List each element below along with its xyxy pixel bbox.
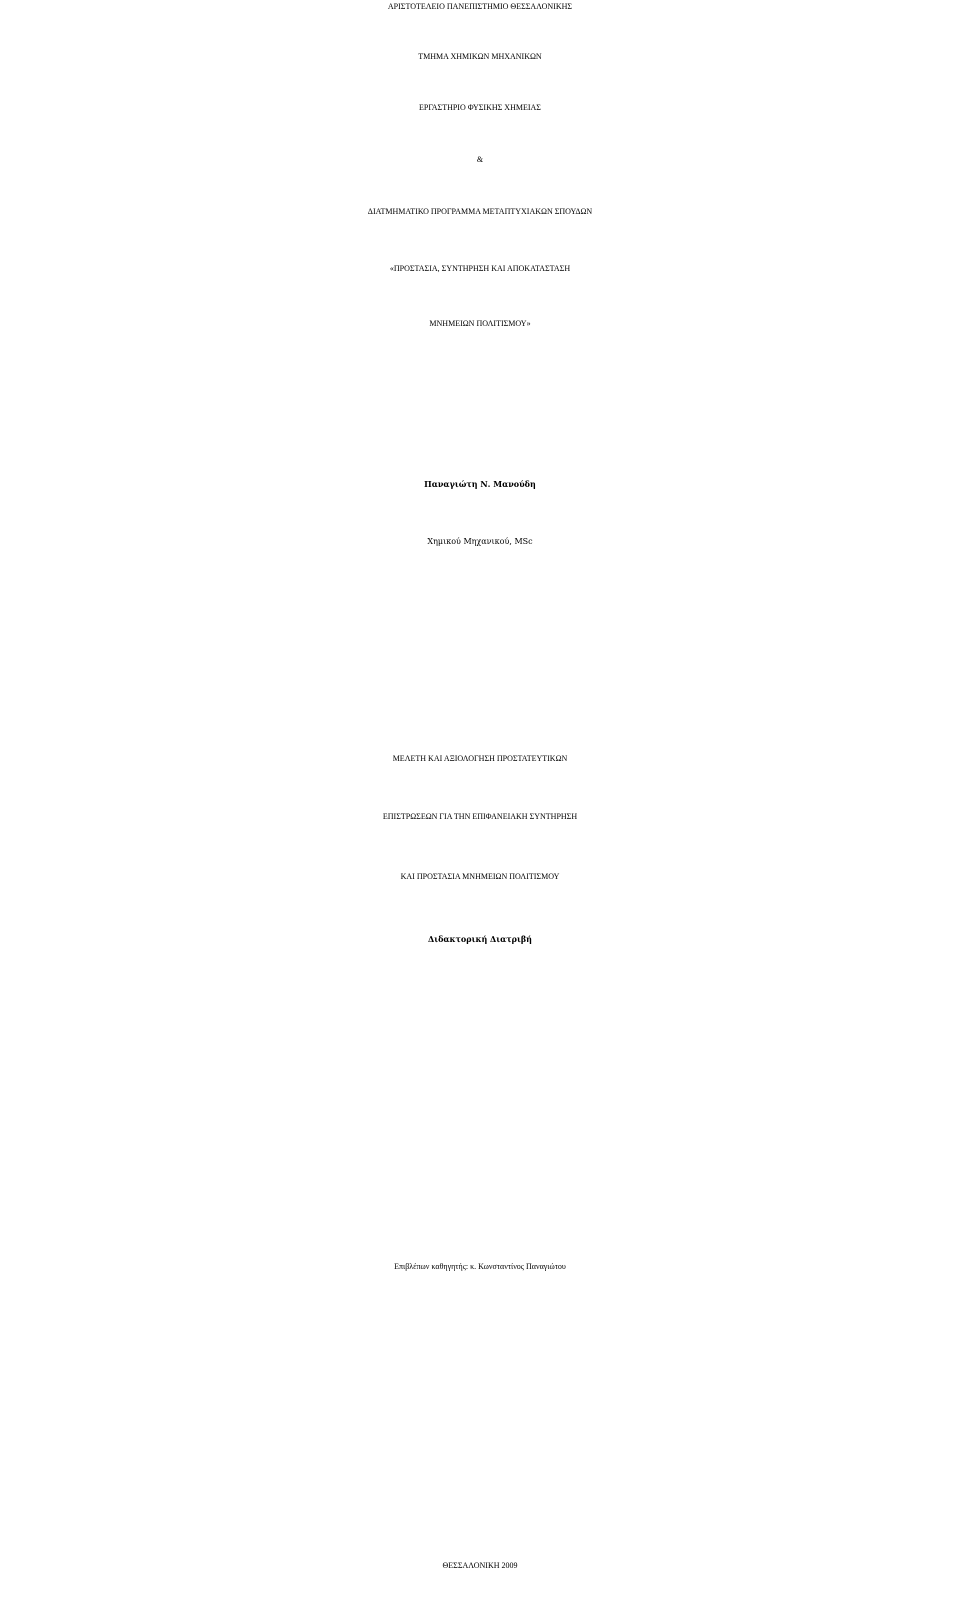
author-name: Παναγιώτη Ν. Μανούδη (424, 479, 536, 489)
thesis-title-line-3: ΚΑΙ ΠΡΟΣΤΑΣΙΑ ΜΝΗΜΕΙΩΝ ΠΟΛΙΤΙΣΜΟΥ (400, 872, 560, 881)
laboratory-name: ΕΡΓΑΣΤΗΡΙΟ ΦΥΣΙΚΗΣ ΧΗΜΕΙΑΣ (419, 103, 541, 112)
thesis-title-line-2: ΕΠΙΣΤΡΩΣΕΩΝ ΓΙΑ ΤΗΝ ΕΠΙΦΑΝΕΙΑΚΗ ΣΥΝΤΗΡΗΣΗ (382, 812, 578, 821)
program-line-3: ΜΝΗΜΕΙΩΝ ΠΟΛΙΤΙΣΜΟΥ» (429, 319, 531, 328)
thesis-title-line-1: ΜΕΛΕΤΗ ΚΑΙ ΑΞΙΟΛΟΓΗΣΗ ΠΡΟΣΤΑΤΕΥΤΙΚΩΝ (392, 754, 568, 763)
author-title: Χημικού Μηχανικού, MSc (427, 537, 533, 546)
university-name: ΑΡΙΣΤΟΤΕΛΕΙΟ ΠΑΝΕΠΙΣΤΗΜΙΟ ΘΕΣΣΑΛΟΝΙΚΗΣ (387, 2, 573, 11)
place-and-year: ΘΕΣΣΑΛΟΝΙΚΗ 2009 (442, 1561, 518, 1570)
ampersand: & (476, 155, 484, 164)
program-line-2: «ΠΡΟΣΤΑΣΙΑ, ΣΥΝΤΗΡΗΣΗ ΚΑΙ ΑΠΟΚΑΤΑΣΤΑΣΗ (389, 264, 571, 273)
thesis-type: Διδακτορική Διατριβή (427, 934, 532, 944)
supervisor: Επιβλέπων καθηγητής: κ. Κωνσταντίνος Παναγιώτου (394, 1262, 566, 1271)
program-line-1: ΔΙΑΤΜΗΜΑΤΙΚΟ ΠΡΟΓΡΑΜΜΑ ΜΕΤΑΠΤΥΧΙΑΚΩΝ ΣΠΟΥΔΩΝ (367, 207, 593, 216)
department-name: ΤΜΗΜΑ ΧΗΜΙΚΩΝ ΜΗΧΑΝΙΚΩΝ (418, 52, 542, 61)
